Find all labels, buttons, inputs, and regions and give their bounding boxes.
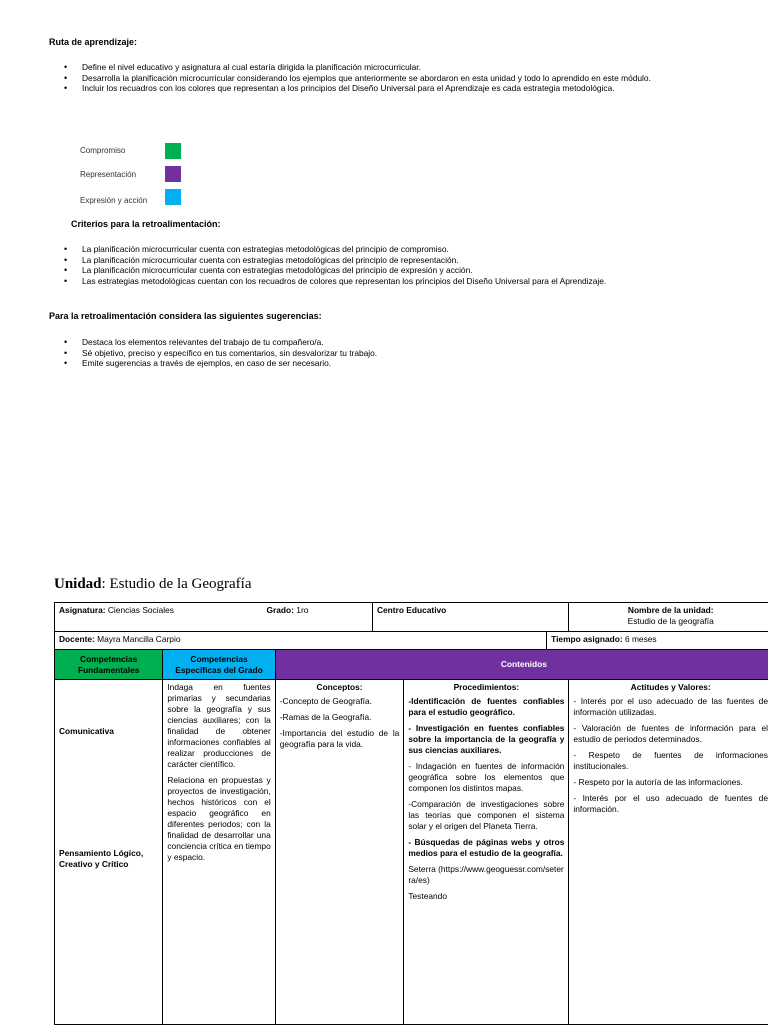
actitudes-header: Actitudes y Valores: (573, 682, 768, 693)
competencias-especificas-cell (163, 680, 275, 1025)
unidad-label: Unidad (54, 576, 102, 592)
tiempo-label: Tiempo asignado: (551, 634, 623, 644)
list-item: • Sé objetivo, preciso y específico en tus comentarios, sin desvalorizar tu trabajo. (82, 348, 742, 359)
actitud-item: - Interés por el uso adecuado de fuentes de información. (573, 793, 768, 815)
procedimientos-header: Procedimientos: (408, 682, 564, 693)
procedimientos-cell (404, 680, 569, 1025)
grado-cell (267, 605, 309, 616)
unidad-name: : Estudio de la Geografía (102, 576, 252, 592)
legend-label-expresion: Expresión y acción (80, 196, 147, 205)
table-row (55, 680, 768, 1025)
header-contenidos: Contenidos (275, 650, 768, 680)
nombre-unidad-cell (569, 603, 768, 632)
grado-value: 1ro (294, 605, 308, 615)
actitudes-cell (569, 680, 768, 1025)
procedimiento-item: Seterra (https://www.geoguessr.com/seterra/es) (408, 864, 564, 886)
table-row (55, 650, 768, 680)
unidad-title (54, 576, 251, 593)
concepto-item: -Concepto de Geografía. (280, 696, 400, 707)
asignatura-cell (55, 603, 373, 632)
procedimiento-item: -Identificación de fuentes confiables para el estudio geográfico. (408, 696, 564, 718)
comp-fund-comunicativa: Comunicativa (59, 726, 114, 737)
procedimiento-item: Testeando (408, 891, 564, 902)
list-item: • Las estrategias metodológicas cuentan con los recuadros de colores que representan los principios del Diseño Universal para el Aprendizaje. (82, 276, 742, 287)
legend-label-compromiso: Compromiso (80, 146, 125, 155)
table-row (55, 632, 768, 650)
list-item: • Destaca los elementos relevantes del trabajo de tu compañero/a. (82, 337, 742, 348)
actitud-item: - Interés por el uso adecuado de las fuentes de información utilizadas. (573, 696, 768, 718)
list-item: • Incluir los recuadros con los colores que representan a los principios del Diseño Universal para el Aprendizaje es cada estrategia metodológica. (82, 83, 732, 94)
ruta-list (82, 62, 732, 94)
legend-swatch-representacion (165, 166, 181, 182)
procedimiento-item: -Comparación de investigaciones sobre las teorías que componen el sistema solar y el origen del Planeta Tierra. (408, 799, 564, 832)
actitud-item: - Respeto por la autoría de las informaciones. (573, 777, 768, 788)
procedimiento-item: - Investigación en fuentes confiables sobre la importancia de la geografía y sus ciencias auxiliares. (408, 723, 564, 756)
tiempo-value: 6 meses (623, 634, 657, 644)
list-item: • La planificación microcurricular cuenta con estrategias metodológicas del principio de compromiso. (82, 244, 742, 255)
legend-swatch-compromiso (165, 143, 181, 159)
tiempo-cell (547, 632, 768, 650)
list-item: • Emite sugerencias a través de ejemplos, en caso de ser necesario. (82, 358, 742, 369)
criterios-heading: Criterios para la retroalimentación: (71, 219, 221, 229)
criterios-list (82, 244, 742, 286)
legend-label-representacion: Representación (80, 170, 136, 179)
header-competencias-especificas: Competencias Específicas del Grado (163, 650, 275, 680)
docente-cell (55, 632, 547, 650)
procedimiento-item: - Búsquedas de páginas webs y otros medios para el estudio de la geografía. (408, 837, 564, 859)
competencias-fundamentales-cell (55, 680, 163, 1025)
docente-label: Docente: (59, 634, 95, 644)
conceptos-cell (275, 680, 404, 1025)
concepto-item: -Ramas de la Geografía. (280, 712, 400, 723)
centro-cell (372, 603, 568, 632)
conceptos-header: Conceptos: (280, 682, 400, 693)
asignatura-value: Ciencias Sociales (106, 605, 174, 615)
asignatura-label: Asignatura: (59, 605, 106, 615)
list-item: • Define el nivel educativo y asignatura al cual estaría dirigida la planificación microcurricular. (82, 62, 732, 73)
nombre-unidad-label: Nombre de la unidad: (628, 605, 714, 615)
concepto-item: -Importancia del estudio de la geografía para la vida. (280, 728, 400, 750)
docente-value: Mayra Mancilla Carpio (95, 634, 181, 644)
list-item: • La planificación microcurricular cuenta con estrategias metodológicas del principio de expresión y acción. (82, 265, 742, 276)
header-competencias-fundamentales: Competencias Fundamentales (55, 650, 163, 680)
list-item: • Desarrolla la planificación microcurricular considerando los ejemplos que anteriormente se abordaron en esta unidad y todo lo aprendido en este módulo. (82, 73, 732, 84)
nombre-unidad-value: Estudio de la geografía (628, 616, 714, 626)
sugerencias-list (82, 337, 742, 369)
grado-label: Grado: (267, 605, 294, 615)
centro-label: Centro Educativo (377, 605, 446, 615)
table-row (55, 603, 768, 632)
ruta-heading: Ruta de aprendizaje: (49, 37, 137, 47)
procedimiento-item: - Indagación en fuentes de información geográfica sobre los elementos que componen los distintos mapas. (408, 761, 564, 794)
comp-esp-item: Indaga en fuentes primarias y secundarias sobre la geografía y sus ciencias auxiliares; con la finalidad de obtener informaciones confiables al realizar producciones de carácter científico. (167, 682, 270, 770)
comp-esp-item: Relaciona en propuestas y proyectos de investigación, hechos históricos con el espacio geográfico en diferentes periodos; con la finalidad de desarrollar una conciencia crítica en tiempo y espacio. (167, 775, 270, 863)
legend-swatch-expresion (165, 189, 181, 205)
list-item: • La planificación microcurricular cuenta con estrategias metodológicas del principio de representación. (82, 255, 742, 266)
actitud-item: - Valoración de fuentes de información para el estudio de periodos determinados. (573, 723, 768, 745)
actitud-item: - Respeto de fuentes de informaciones institucionales. (573, 750, 768, 772)
sugerencias-heading: Para la retroalimentación considera las siguientes sugerencias: (49, 311, 322, 321)
planning-table (54, 602, 768, 1025)
comp-fund-pensamiento: Pensamiento Lógico, Creativo y Crítico (59, 848, 159, 870)
